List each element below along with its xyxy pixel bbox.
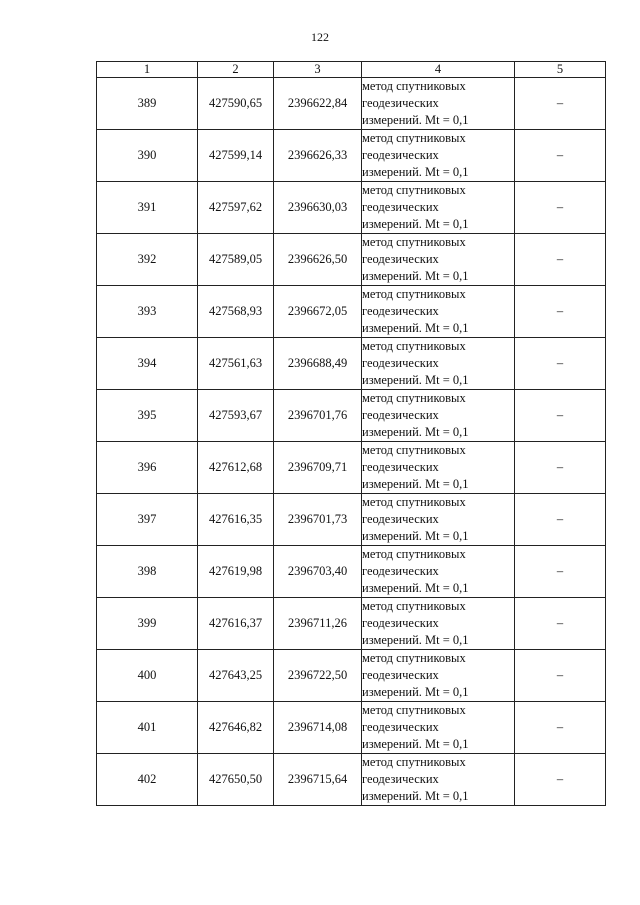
point-number-cell: 394: [97, 338, 198, 390]
y-coordinate-cell: 2396626,50: [274, 234, 362, 286]
x-coordinate-cell: 427597,62: [198, 182, 274, 234]
note-cell: –: [515, 702, 606, 754]
method-line: геодезических: [362, 356, 439, 370]
method-line: геодезических: [362, 772, 439, 786]
x-coordinate-cell: 427599,14: [198, 130, 274, 182]
method-line: метод спутниковых: [362, 183, 466, 197]
table-row: [97, 338, 606, 390]
y-coordinate-cell: 2396688,49: [274, 338, 362, 390]
method-line: геодезических: [362, 304, 439, 318]
x-coordinate-cell: 427616,35: [198, 494, 274, 546]
coordinates-table: [96, 61, 606, 806]
y-coordinate-cell: 2396622,84: [274, 78, 362, 130]
y-coordinate-cell: 2396630,03: [274, 182, 362, 234]
y-coordinate-cell: 2396672,05: [274, 286, 362, 338]
x-coordinate-cell: 427561,63: [198, 338, 274, 390]
x-coordinate-cell: 427593,67: [198, 390, 274, 442]
x-coordinate-cell: 427643,25: [198, 650, 274, 702]
method-description-cell: [362, 754, 515, 806]
method-description-cell: [362, 286, 515, 338]
method-description-cell: [362, 494, 515, 546]
method-line: метод спутниковых: [362, 651, 466, 665]
method-line: измерений. Mt = 0,1: [362, 529, 469, 543]
y-coordinate-cell: 2396626,33: [274, 130, 362, 182]
table-row: [97, 598, 606, 650]
point-number-cell: 392: [97, 234, 198, 286]
method-line: измерений. Mt = 0,1: [362, 581, 469, 595]
point-number-cell: 389: [97, 78, 198, 130]
note-cell: –: [515, 286, 606, 338]
x-coordinate-cell: 427590,65: [198, 78, 274, 130]
method-line: метод спутниковых: [362, 235, 466, 249]
y-coordinate-cell: 2396701,76: [274, 390, 362, 442]
method-description-cell: [362, 390, 515, 442]
method-line: измерений. Mt = 0,1: [362, 633, 469, 647]
x-coordinate-cell: 427619,98: [198, 546, 274, 598]
x-coordinate-cell: 427646,82: [198, 702, 274, 754]
point-number-cell: 402: [97, 754, 198, 806]
table-row: [97, 234, 606, 286]
method-description-cell: [362, 338, 515, 390]
y-coordinate-cell: 2396714,08: [274, 702, 362, 754]
method-line: геодезических: [362, 96, 439, 110]
method-line: измерений. Mt = 0,1: [362, 321, 469, 335]
method-line: геодезических: [362, 148, 439, 162]
method-description-cell: [362, 702, 515, 754]
method-line: измерений. Mt = 0,1: [362, 789, 469, 803]
header-col-4: 4: [362, 62, 515, 78]
method-line: геодезических: [362, 200, 439, 214]
method-line: геодезических: [362, 616, 439, 630]
method-description-cell: [362, 130, 515, 182]
table-row: [97, 442, 606, 494]
x-coordinate-cell: 427650,50: [198, 754, 274, 806]
method-line: геодезических: [362, 460, 439, 474]
note-cell: –: [515, 650, 606, 702]
method-description-cell: [362, 182, 515, 234]
note-cell: –: [515, 546, 606, 598]
table-row: [97, 390, 606, 442]
method-line: измерений. Mt = 0,1: [362, 685, 469, 699]
method-line: геодезических: [362, 564, 439, 578]
point-number-cell: 399: [97, 598, 198, 650]
table-row: [97, 182, 606, 234]
x-coordinate-cell: 427568,93: [198, 286, 274, 338]
method-line: метод спутниковых: [362, 703, 466, 717]
method-line: геодезических: [362, 668, 439, 682]
method-line: геодезических: [362, 252, 439, 266]
method-line: измерений. Mt = 0,1: [362, 737, 469, 751]
method-description-cell: [362, 546, 515, 598]
y-coordinate-cell: 2396722,50: [274, 650, 362, 702]
method-description-cell: [362, 78, 515, 130]
table-header-row: [97, 62, 606, 78]
y-coordinate-cell: 2396715,64: [274, 754, 362, 806]
y-coordinate-cell: 2396703,40: [274, 546, 362, 598]
note-cell: –: [515, 338, 606, 390]
method-line: метод спутниковых: [362, 131, 466, 145]
method-line: измерений. Mt = 0,1: [362, 217, 469, 231]
method-line: геодезических: [362, 408, 439, 422]
note-cell: –: [515, 78, 606, 130]
note-cell: –: [515, 130, 606, 182]
method-line: метод спутниковых: [362, 79, 466, 93]
method-description-cell: [362, 598, 515, 650]
table-row: [97, 650, 606, 702]
method-line: метод спутниковых: [362, 495, 466, 509]
method-description-cell: [362, 442, 515, 494]
header-col-2: 2: [198, 62, 274, 78]
point-number-cell: 401: [97, 702, 198, 754]
method-line: измерений. Mt = 0,1: [362, 373, 469, 387]
x-coordinate-cell: 427612,68: [198, 442, 274, 494]
x-coordinate-cell: 427589,05: [198, 234, 274, 286]
method-line: метод спутниковых: [362, 599, 466, 613]
point-number-cell: 398: [97, 546, 198, 598]
method-line: метод спутниковых: [362, 339, 466, 353]
table-body: [97, 78, 606, 806]
method-line: метод спутниковых: [362, 391, 466, 405]
note-cell: –: [515, 494, 606, 546]
table-row: [97, 754, 606, 806]
table-row: [97, 494, 606, 546]
method-description-cell: [362, 650, 515, 702]
y-coordinate-cell: 2396711,26: [274, 598, 362, 650]
table-row: [97, 702, 606, 754]
point-number-cell: 400: [97, 650, 198, 702]
method-line: измерений. Mt = 0,1: [362, 477, 469, 491]
note-cell: –: [515, 598, 606, 650]
method-line: метод спутниковых: [362, 547, 466, 561]
point-number-cell: 397: [97, 494, 198, 546]
method-line: измерений. Mt = 0,1: [362, 425, 469, 439]
method-line: метод спутниковых: [362, 755, 466, 769]
point-number-cell: 391: [97, 182, 198, 234]
table-row: [97, 546, 606, 598]
point-number-cell: 395: [97, 390, 198, 442]
note-cell: –: [515, 390, 606, 442]
y-coordinate-cell: 2396709,71: [274, 442, 362, 494]
method-line: измерений. Mt = 0,1: [362, 113, 469, 127]
method-line: измерений. Mt = 0,1: [362, 165, 469, 179]
point-number-cell: 390: [97, 130, 198, 182]
point-number-cell: 396: [97, 442, 198, 494]
method-line: геодезических: [362, 720, 439, 734]
method-line: метод спутниковых: [362, 443, 466, 457]
page-number: 122: [311, 30, 329, 44]
method-description-cell: [362, 234, 515, 286]
note-cell: –: [515, 442, 606, 494]
point-number-cell: 393: [97, 286, 198, 338]
note-cell: –: [515, 182, 606, 234]
table-row: [97, 286, 606, 338]
header-col-3: 3: [274, 62, 362, 78]
note-cell: –: [515, 754, 606, 806]
table-row: [97, 130, 606, 182]
y-coordinate-cell: 2396701,73: [274, 494, 362, 546]
x-coordinate-cell: 427616,37: [198, 598, 274, 650]
table-row: [97, 78, 606, 130]
method-line: метод спутниковых: [362, 287, 466, 301]
header-col-1: 1: [97, 62, 198, 78]
method-line: геодезических: [362, 512, 439, 526]
method-line: измерений. Mt = 0,1: [362, 269, 469, 283]
note-cell: –: [515, 234, 606, 286]
header-col-5: 5: [515, 62, 606, 78]
